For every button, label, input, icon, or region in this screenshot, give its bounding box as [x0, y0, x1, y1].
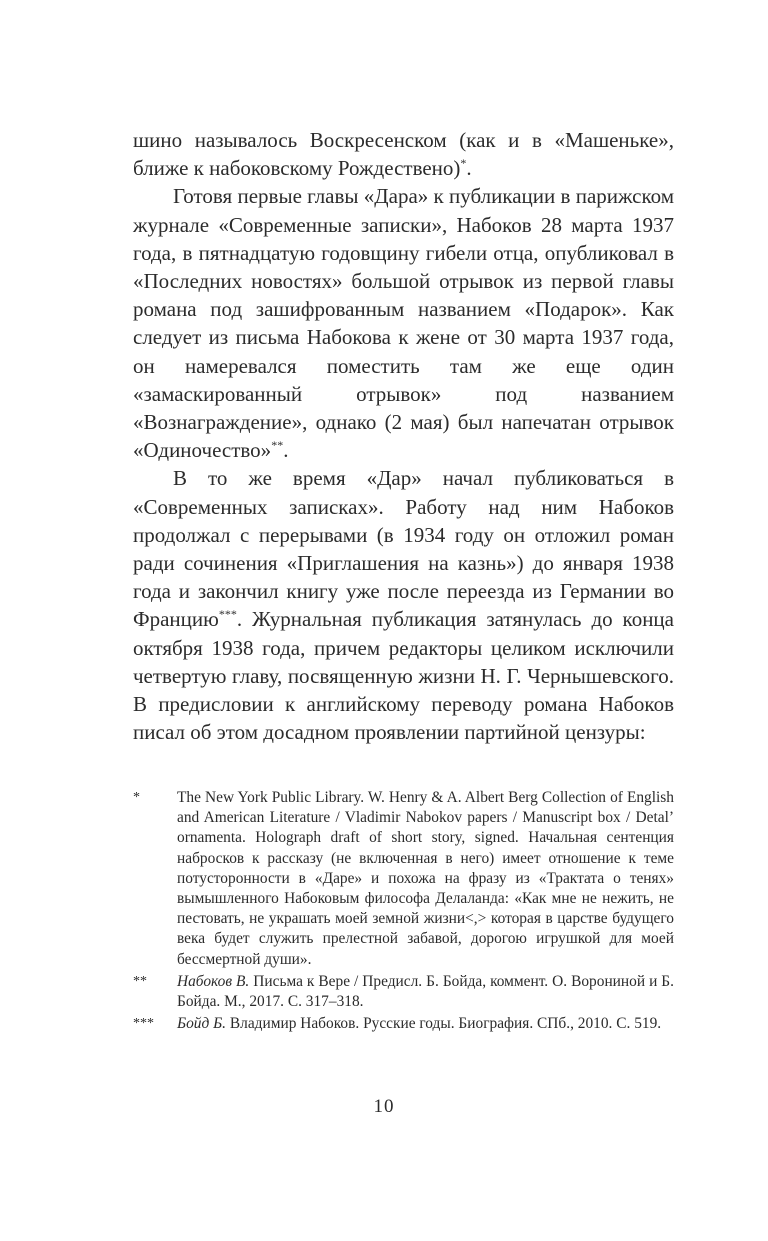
- footnote: [133, 788, 674, 970]
- footnote-mark: **: [133, 973, 147, 989]
- paragraph-text: шино называлось Воскресенском (как и в «Машеньке», ближе к набоковскому Рождествено): [133, 128, 674, 181]
- footnote-body: Владимир Набоков. Русские годы. Биография. СПб., 2010. С. 519.: [226, 1015, 662, 1033]
- footnotes: [133, 788, 674, 1036]
- paragraph: [133, 126, 674, 182]
- footnote-ref: ***: [218, 607, 237, 622]
- footnote-text: [177, 788, 674, 970]
- paragraph-end: .: [283, 438, 289, 463]
- page-number: 10: [373, 1096, 395, 1117]
- paragraph-text: Готовя первые главы «Дара» к публикации в парижском журнале «Современные записки», Набоков 28 марта 1937 года, в пятнадцатую годовщину гибели отца, опубликовал в «Последних новостях» большой отрывок из первой главы романа под зашифрованным названием «Подарок». Как следует из письма Набокова к жене от 30 марта 1937 года, он намеревался поместить там же еще один «замаскированный отрывок» под названием «Вознаграждение», однако (2 мая) был напечатан отрывок «Одиночество»: [133, 184, 674, 463]
- footnote-mark: *: [133, 790, 140, 805]
- footnote: [133, 972, 674, 1012]
- footnote-author: Набоков В.: [177, 972, 250, 990]
- footnote-body: The New York Public Library. W. Henry & A. Albert Berg Collection of English and American Literature / Vladimir Nabokov papers / Manuscript box / Detal’ ornamenta. Holograph draft of short story, signed. Начальная сентенция набросков к рассказу (не включенная в него) имеет отношение к теме потусторонности в «Даре» и похожа на фразу из «Трактата о тенях» вымышленного Набоковым философа Делаланда: «Как мне не нежить, не пестовать, не украшать моей земной жизни<,> которая в царстве будущего века будет служить прелестной забавой, дорогою игрушкой для моей бессмертной души».: [177, 789, 674, 968]
- footnote-body: Письма к Вере / Предисл. Б. Бойда, коммент. О. Ворониной и Б. Бойда. М., 2017. С. 317–318.: [177, 972, 674, 1011]
- paragraph: [133, 182, 674, 464]
- footnote-text: [177, 972, 674, 1012]
- footnote: [133, 1014, 674, 1034]
- footnote-text: [177, 1014, 674, 1034]
- footnote-ref: **: [271, 438, 284, 453]
- paragraph: [133, 464, 674, 746]
- footnote-author: Бойд Б.: [177, 1015, 227, 1033]
- footnote-mark: ***: [133, 1016, 154, 1032]
- main-text: [133, 126, 674, 746]
- footnote-ref: *: [460, 156, 467, 171]
- paragraph-text: В то же время «Дар» начал публиковаться в «Современных записках». Работу над ним Набоков продолжал с перерывами (в 1934 году он отложил роман ради сочинения «Приглашения на казнь») до января 1938 года и закончил книгу уже после переезда из Германии во Францию: [133, 466, 674, 632]
- paragraph-end: .: [466, 156, 472, 181]
- paragraph-text: . Журнальная публикация затянулась до конца октября 1938 года, причем редакторы целиком исключили четвертую главу, посвященную жизни Н. Г. Чернышевского. В предисловии к английскому переводу романа Набоков писал об этом досадном проявлении партийной цензуры:: [133, 607, 674, 745]
